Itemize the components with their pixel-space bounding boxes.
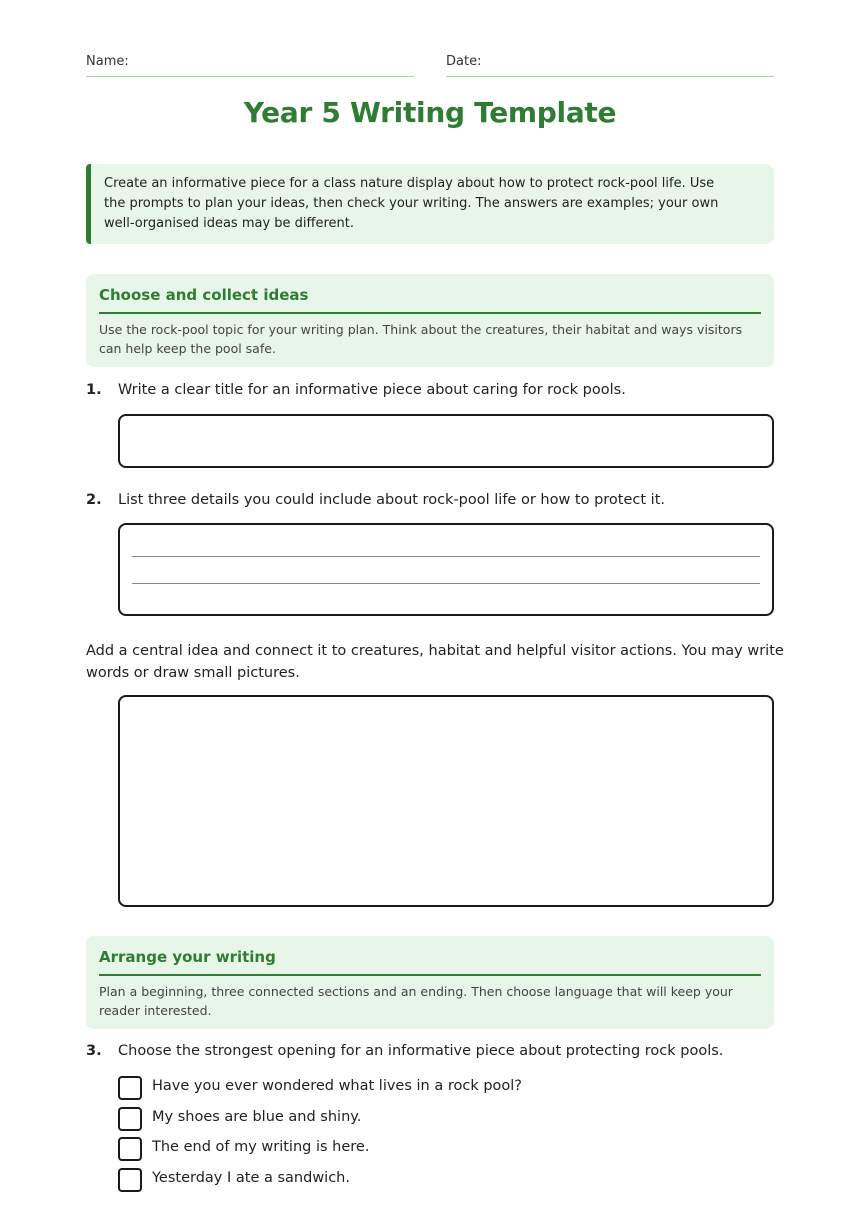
option-label: My shoes are blue and shiny.: [152, 1109, 362, 1125]
question-number: 1.: [86, 382, 102, 398]
option-1: [118, 1076, 718, 1100]
option-label: Have you ever wondered what lives in a rock pool?: [152, 1078, 523, 1094]
option-3: [118, 1137, 718, 1161]
option-2: [118, 1107, 718, 1131]
option-label: The end of my writing is here.: [152, 1139, 370, 1155]
details-answer-box[interactable]: [118, 523, 774, 616]
section-heading: Arrange your writing: [99, 948, 761, 976]
section-heading: Choose and collect ideas: [99, 286, 761, 314]
option-checkbox[interactable]: [118, 1168, 142, 1192]
date-label: Date:: [446, 54, 482, 69]
option-checkbox[interactable]: [118, 1137, 142, 1161]
section-arrange-writing: [86, 936, 774, 1029]
option-label: Yesterday I ate a sandwich.: [152, 1170, 350, 1186]
question-text: List three details you could include about rock-pool life or how to protect it.: [118, 492, 665, 508]
writing-line: [132, 583, 760, 584]
question-text: Choose the strongest opening for an informative piece about protecting rock pools.: [118, 1043, 724, 1059]
section-description: Use the rock-pool topic for your writing plan. Think about the creatures, their habitat and ways visitors can help keep the pool safe.: [99, 322, 743, 356]
title-answer-box[interactable]: [118, 414, 774, 468]
writing-line: [132, 556, 760, 557]
option-4: [118, 1168, 718, 1192]
question-number: 2.: [86, 492, 102, 508]
mindmap-prompt: Add a central idea and connect it to creatures, habitat and helpful visitor actions. You may write words or draw small pictures.: [86, 643, 784, 681]
option-checkbox[interactable]: [118, 1107, 142, 1131]
question-text: Write a clear title for an informative piece about caring for rock pools.: [118, 382, 626, 398]
question-number: 3.: [86, 1043, 102, 1059]
intro-callout: Create an informative piece for a class nature display about how to protect rock-pool life. Use the prompts to plan your ideas, then check your writing. The answers are examples; your own well-organised ideas may be different.: [86, 164, 774, 244]
page-title: Year 5 Writing Template: [243, 96, 617, 129]
name-date-row: [86, 52, 774, 76]
option-checkbox[interactable]: [118, 1076, 142, 1100]
name-field[interactable]: [86, 52, 414, 77]
name-label: Name:: [86, 54, 129, 69]
section-description: Plan a beginning, three connected sections and an ending. Then choose language that will keep your reader interested.: [99, 984, 733, 1018]
section-collect-ideas: [86, 274, 774, 367]
date-field[interactable]: [446, 52, 774, 77]
mindmap-drawing-box[interactable]: [118, 695, 774, 907]
